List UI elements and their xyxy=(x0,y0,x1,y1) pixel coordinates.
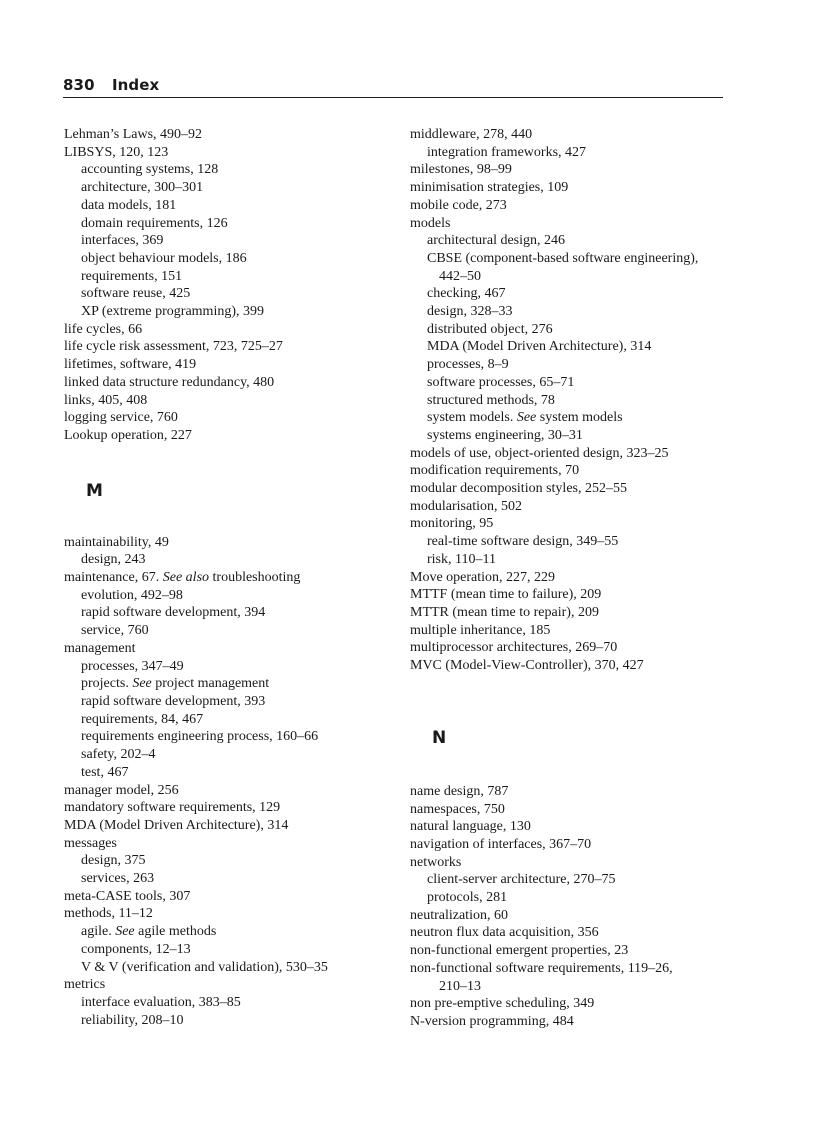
entry-text: Move operation, 227, 229 xyxy=(410,569,556,585)
entry-text: safety, 202–4 xyxy=(81,747,156,763)
header-title: Index xyxy=(111,76,160,94)
entry-text: structured methods, 78 xyxy=(427,392,555,408)
entry-text: MDA (Model Driven Architecture), 314 xyxy=(427,339,652,355)
index-entry xyxy=(64,409,384,427)
index-subentry xyxy=(64,232,384,250)
index-entry xyxy=(64,356,384,374)
index-entry xyxy=(410,569,730,587)
entry-text: name design, 787 xyxy=(410,783,509,799)
index-subentry xyxy=(64,303,384,321)
entry-text: maintenance, 67. xyxy=(64,570,160,586)
entry-text: requirements, 84, 467 xyxy=(81,711,204,727)
entry-text: natural language, 130 xyxy=(410,819,531,835)
entry-text: projects. xyxy=(81,676,129,692)
index-entry xyxy=(410,586,730,604)
index-entry xyxy=(410,854,730,872)
cross-reference-target: project management xyxy=(151,676,270,692)
entry-text: non-functional emergent properties, 23 xyxy=(410,943,629,959)
index-subentry xyxy=(64,870,384,888)
entry-text: maintainability, 49 xyxy=(64,534,169,550)
entry-text: service, 760 xyxy=(81,623,149,639)
index-subentry xyxy=(64,675,384,693)
entry-text: Lookup operation, 227 xyxy=(64,427,192,443)
index-entry-continuation xyxy=(410,978,730,996)
see-reference: See xyxy=(132,676,152,692)
entry-text: processes, 347–49 xyxy=(81,658,184,674)
entry-text: requirements engineering process, 160–66 xyxy=(81,729,319,745)
index-entry xyxy=(410,942,730,960)
index-entry xyxy=(410,498,730,516)
entry-text: design, 243 xyxy=(81,552,146,568)
index-subentry xyxy=(410,144,730,162)
entry-text: systems engineering, 30–31 xyxy=(427,427,583,443)
entry-text: V & V (verification and validation), 530–35 xyxy=(81,959,328,975)
entry-text: navigation of interfaces, 367–70 xyxy=(410,836,592,852)
index-subentry xyxy=(410,232,730,250)
index-subentry xyxy=(410,374,730,392)
index-entry-continuation xyxy=(410,268,730,286)
index-subentry xyxy=(410,250,730,268)
entry-text: monitoring, 95 xyxy=(410,516,494,532)
entry-text: metrics xyxy=(64,977,106,993)
index-entry xyxy=(64,976,384,994)
header-rule xyxy=(63,97,723,98)
entry-text: protocols, 281 xyxy=(427,890,508,906)
entry-text: MTTF (mean time to failure), 209 xyxy=(410,587,602,603)
entry-text: modification requirements, 70 xyxy=(410,463,580,479)
index-subentry xyxy=(64,764,384,782)
page-number: 830 xyxy=(63,76,95,94)
index-entry xyxy=(64,888,384,906)
entry-text: design, 328–33 xyxy=(427,304,513,320)
entry-text: real-time software design, 349–55 xyxy=(427,534,619,550)
entry-text: reliability, 208–10 xyxy=(81,1012,184,1028)
entry-text: domain requirements, 126 xyxy=(81,215,228,231)
index-subentry xyxy=(410,321,730,339)
entry-text: processes, 8–9 xyxy=(427,357,509,373)
entry-text: neutralization, 60 xyxy=(410,907,508,923)
entry-text: multiprocessor architectures, 269–70 xyxy=(410,640,618,656)
index-entry xyxy=(410,783,730,801)
entry-text: architecture, 300–301 xyxy=(81,180,204,196)
entry-text: evolution, 492–98 xyxy=(81,587,183,603)
index-entry xyxy=(64,569,384,587)
index-entry xyxy=(64,338,384,356)
entry-text: 210–13 xyxy=(439,978,481,994)
index-entry xyxy=(64,321,384,339)
index-entry xyxy=(64,392,384,410)
index-entry xyxy=(64,640,384,658)
entry-text: MDA (Model Driven Architecture), 314 xyxy=(64,817,289,833)
index-subentry xyxy=(64,250,384,268)
index-entry xyxy=(410,215,730,233)
entry-text: life cycles, 66 xyxy=(64,321,143,337)
entry-text: risk, 110–11 xyxy=(427,551,496,567)
entry-text: MTTR (mean time to repair), 209 xyxy=(410,604,599,620)
entry-text: neutron flux data acquisition, 356 xyxy=(410,925,599,941)
index-subentry xyxy=(64,179,384,197)
index-entry xyxy=(410,818,730,836)
index-entry xyxy=(64,905,384,923)
section-letter-m: M xyxy=(86,480,103,501)
entry-text: MVC (Model-View-Controller), 370, 427 xyxy=(410,658,644,674)
index-entry xyxy=(410,995,730,1013)
index-entry xyxy=(410,515,730,533)
index-subentry xyxy=(64,215,384,233)
entry-text: non-functional software requirements, 119–26, xyxy=(410,960,673,976)
entry-text: object behaviour models, 186 xyxy=(81,250,247,266)
index-entry xyxy=(410,639,730,657)
index-column-right xyxy=(410,126,730,1031)
index-entry xyxy=(410,907,730,925)
index-entry xyxy=(64,144,384,162)
entry-text: software reuse, 425 xyxy=(81,286,191,302)
entry-text: lifetimes, software, 419 xyxy=(64,357,197,373)
entry-text: Lehman’s Laws, 490–92 xyxy=(64,127,203,142)
index-entry xyxy=(410,1013,730,1031)
see-reference: See also xyxy=(162,570,210,586)
entry-text: software processes, 65–71 xyxy=(427,374,575,390)
entry-text: system models. xyxy=(427,410,514,426)
index-entry xyxy=(64,126,384,144)
entry-text: integration frameworks, 427 xyxy=(427,144,587,160)
entry-text: milestones, 98–99 xyxy=(410,162,512,178)
cross-reference-target: troubleshooting xyxy=(209,570,301,586)
entry-text: manager model, 256 xyxy=(64,782,179,798)
entry-text: methods, 11–12 xyxy=(64,906,153,922)
index-entry xyxy=(410,197,730,215)
index-entry xyxy=(410,801,730,819)
index-entry xyxy=(410,960,730,978)
index-entry xyxy=(410,126,730,144)
index-entry xyxy=(410,622,730,640)
index-subentry xyxy=(64,658,384,676)
index-subentry xyxy=(64,604,384,622)
entry-text: N-version programming, 484 xyxy=(410,1013,574,1029)
entry-text: distributed object, 276 xyxy=(427,321,553,337)
index-subentry xyxy=(410,533,730,551)
index-subentry xyxy=(64,285,384,303)
index-subentry xyxy=(64,746,384,764)
entry-text: modularisation, 502 xyxy=(410,498,522,514)
index-subentry xyxy=(410,427,730,445)
entry-text: non pre-emptive scheduling, 349 xyxy=(410,996,595,1012)
index-entry xyxy=(64,799,384,817)
index-entry xyxy=(410,836,730,854)
entry-text: logging service, 760 xyxy=(64,410,178,426)
entry-text: architectural design, 246 xyxy=(427,233,566,249)
entry-text: design, 375 xyxy=(81,853,146,869)
index-subentry xyxy=(410,889,730,907)
see-reference: See xyxy=(516,410,537,426)
index-subentry xyxy=(64,852,384,870)
index-subentry xyxy=(64,728,384,746)
index-subentry xyxy=(64,1012,384,1030)
index-subentry xyxy=(410,551,730,569)
entry-text: namespaces, 750 xyxy=(410,801,505,817)
index-column-left xyxy=(64,126,384,1029)
index-subentry xyxy=(410,409,730,427)
index-entry xyxy=(64,427,384,445)
index-subentry xyxy=(410,356,730,374)
running-header xyxy=(63,76,159,94)
entry-text: modular decomposition styles, 252–55 xyxy=(410,481,627,497)
entry-text: links, 405, 408 xyxy=(64,392,148,408)
index-entry xyxy=(410,462,730,480)
entry-text: interfaces, 369 xyxy=(81,233,164,249)
entry-text: meta-CASE tools, 307 xyxy=(64,888,191,904)
entry-text: multiple inheritance, 185 xyxy=(410,622,551,638)
entry-text: CBSE (component-based software engineering), xyxy=(427,250,699,266)
index-entry xyxy=(410,161,730,179)
index-entry xyxy=(64,835,384,853)
entry-text: components, 12–13 xyxy=(81,941,191,957)
entry-text: life cycle risk assessment, 723, 725–27 xyxy=(64,339,283,355)
index-subentry xyxy=(64,923,384,941)
entry-text: XP (extreme programming), 399 xyxy=(81,304,264,320)
entry-text: requirements, 151 xyxy=(81,268,183,284)
index-subentry xyxy=(410,285,730,303)
index-subentry xyxy=(410,392,730,410)
index-subentry xyxy=(64,711,384,729)
see-reference: See xyxy=(115,924,135,940)
index-entry xyxy=(64,782,384,800)
index-subentry xyxy=(410,871,730,889)
index-entry xyxy=(410,657,730,675)
entry-text: mobile code, 273 xyxy=(410,197,507,213)
entry-text: 442–50 xyxy=(439,268,481,284)
index-subentry xyxy=(64,941,384,959)
entry-text: messages xyxy=(64,835,117,851)
index-subentry xyxy=(410,303,730,321)
entry-text: management xyxy=(64,640,136,656)
entry-text: data models, 181 xyxy=(81,197,177,213)
index-entry xyxy=(410,924,730,942)
entry-text: test, 467 xyxy=(81,764,129,780)
index-subentry xyxy=(410,338,730,356)
index-subentry xyxy=(64,587,384,605)
entry-text: models of use, object-oriented design, 323–25 xyxy=(410,445,669,461)
entry-text: interface evaluation, 383–85 xyxy=(81,994,241,1010)
cross-reference-target: system models xyxy=(536,410,623,426)
entry-text: minimisation strategies, 109 xyxy=(410,180,569,196)
index-subentry xyxy=(64,994,384,1012)
entry-text: networks xyxy=(410,854,462,870)
index-subentry xyxy=(64,268,384,286)
index-subentry xyxy=(64,161,384,179)
entry-text: accounting systems, 128 xyxy=(81,162,219,178)
index-subentry xyxy=(64,197,384,215)
index-entry xyxy=(64,374,384,392)
entry-text: services, 263 xyxy=(81,871,155,887)
section-letter-n: N xyxy=(432,727,447,748)
entry-text: mandatory software requirements, 129 xyxy=(64,800,281,816)
index-subentry xyxy=(64,959,384,977)
entry-text: client-server architecture, 270–75 xyxy=(427,872,616,888)
entry-text: agile. xyxy=(81,924,112,940)
entry-text: linked data structure redundancy, 480 xyxy=(64,374,275,390)
index-entry xyxy=(410,179,730,197)
index-entry xyxy=(64,817,384,835)
entry-text: middleware, 278, 440 xyxy=(410,127,533,142)
index-entry xyxy=(410,604,730,622)
index-entry xyxy=(410,480,730,498)
entry-text: LIBSYS, 120, 123 xyxy=(64,144,169,160)
cross-reference-target: agile methods xyxy=(134,924,217,940)
entry-text: checking, 467 xyxy=(427,286,506,302)
entry-text: models xyxy=(410,215,451,231)
index-entry xyxy=(410,445,730,463)
index-subentry xyxy=(64,693,384,711)
entry-text: rapid software development, 393 xyxy=(81,693,266,709)
index-subentry xyxy=(64,551,384,569)
index-entry xyxy=(64,534,384,552)
entry-text: rapid software development, 394 xyxy=(81,605,266,621)
index-subentry xyxy=(64,622,384,640)
